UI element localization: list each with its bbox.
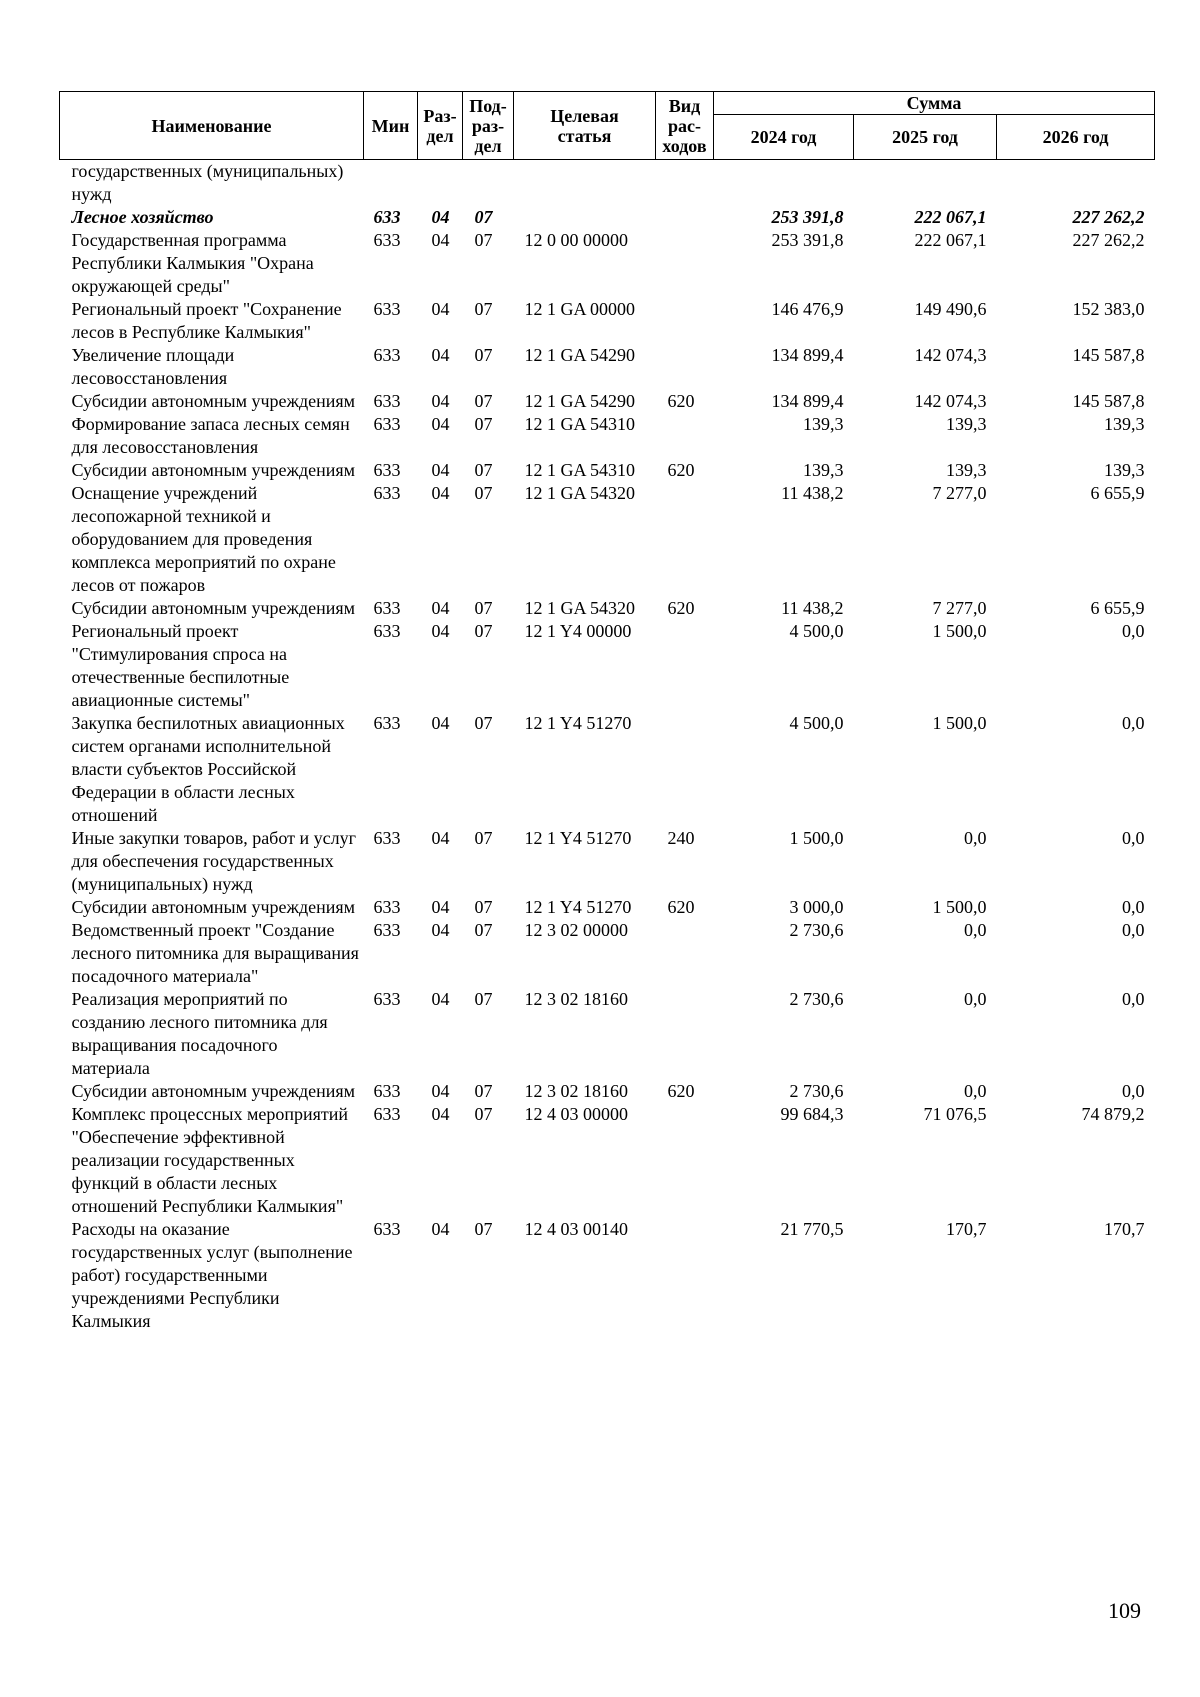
cell-min: 633 xyxy=(373,713,401,733)
cell-podr: 07 xyxy=(474,598,493,618)
cell-razd: 04 xyxy=(431,1219,450,1239)
cell-v2026: 6 655,9 xyxy=(1090,483,1145,503)
cell-podr: 07 xyxy=(474,1104,493,1124)
cell-v2025: 222 067,1 xyxy=(914,230,987,250)
cell-v2025: 1 500,0 xyxy=(932,621,987,641)
cell-name: Расходы на оказание государственных услуг (выполнение работ) государственными учреждениями Республики Калмыкия xyxy=(71,1219,353,1331)
cell-min: 633 xyxy=(373,828,401,848)
cell-vid: 620 xyxy=(667,1081,695,1101)
cell-v2025 xyxy=(854,160,997,207)
cell-name: Государственная программа Республики Калмыкия "Охрана окружающей среды" xyxy=(71,230,314,296)
col-header-2024: 2024 год xyxy=(714,115,854,160)
cell-name: Формирование запаса лесных семян для лесовосстановления xyxy=(71,414,350,457)
cell-vid xyxy=(656,229,714,298)
col-header-celevaya xyxy=(514,92,656,160)
cell-vid xyxy=(656,988,714,1080)
cell-name: Увеличение площади лесовосстановления xyxy=(71,345,235,388)
cell-vid xyxy=(656,482,714,597)
cell-vid xyxy=(656,1218,714,1333)
cell-v2026: 0,0 xyxy=(1122,621,1145,641)
cell-v2024: 146 476,9 xyxy=(771,299,844,319)
cell-cs: 12 1 GA 54320 xyxy=(524,598,636,618)
cell-podr: 07 xyxy=(474,920,493,940)
cell-vid: 620 xyxy=(667,391,695,411)
cell-cs xyxy=(514,160,656,207)
col-header-razdel xyxy=(418,92,463,160)
cell-v2026: 0,0 xyxy=(1122,1081,1145,1101)
cell-podr: 07 xyxy=(474,483,493,503)
cell-v2024: 253 391,8 xyxy=(771,207,844,227)
cell-min: 633 xyxy=(373,345,401,365)
cell-cs: 12 4 03 00000 xyxy=(524,1104,628,1124)
cell-cs: 12 3 02 00000 xyxy=(524,920,628,940)
cell-razd: 04 xyxy=(431,1081,450,1101)
cell-cs: 12 1 GA 54310 xyxy=(524,460,636,480)
cell-podr: 07 xyxy=(474,897,493,917)
table-row xyxy=(60,1080,1155,1103)
col-header-summa: Сумма xyxy=(714,92,1155,115)
cell-vid xyxy=(656,620,714,712)
cell-v2025: 142 074,3 xyxy=(914,391,987,411)
cell-v2026: 74 879,2 xyxy=(1081,1104,1145,1124)
cell-razd: 04 xyxy=(431,460,450,480)
cell-v2025: 0,0 xyxy=(964,1081,987,1101)
cell-v2024: 139,3 xyxy=(803,460,844,480)
cell-cs xyxy=(514,206,656,229)
cell-min: 633 xyxy=(373,207,401,227)
cell-vid xyxy=(656,712,714,827)
budget-table-sheet xyxy=(59,91,1154,1333)
cell-v2025: 149 490,6 xyxy=(914,299,987,319)
cell-v2026: 227 262,2 xyxy=(1072,207,1145,227)
cell-cs: 12 1 Y4 51270 xyxy=(524,897,632,917)
col-header-2026: 2026 год xyxy=(997,115,1155,160)
cell-v2024: 2 730,6 xyxy=(789,989,844,1009)
cell-name: Лесное хозяйство xyxy=(71,207,214,227)
cell-v2026: 145 587,8 xyxy=(1072,345,1145,365)
cell-cs: 12 3 02 18160 xyxy=(524,989,628,1009)
cell-razd: 04 xyxy=(431,230,450,250)
cell-vid: 620 xyxy=(667,897,695,917)
cell-v2026: 0,0 xyxy=(1122,920,1145,940)
table-row xyxy=(60,229,1155,298)
cell-razd: 04 xyxy=(431,483,450,503)
cell-v2025: 139,3 xyxy=(946,460,987,480)
cell-vid xyxy=(656,344,714,390)
cell-podr: 07 xyxy=(474,828,493,848)
cell-name: Субсидии автономным учреждениям xyxy=(71,897,356,917)
cell-name: Комплекс процессных мероприятий "Обеспечение эффективной реализации государственных функций в области лесных отношений Республики Калмыкия" xyxy=(71,1104,349,1216)
cell-v2024: 134 899,4 xyxy=(771,391,844,411)
col-header-vid xyxy=(656,92,714,160)
cell-podr: 07 xyxy=(474,414,493,434)
cell-v2026: 0,0 xyxy=(1122,828,1145,848)
cell-podr: 07 xyxy=(474,713,493,733)
cell-v2024: 1 500,0 xyxy=(789,828,844,848)
cell-podr: 07 xyxy=(474,621,493,641)
cell-cs: 12 1 Y4 00000 xyxy=(524,621,632,641)
cell-v2025: 0,0 xyxy=(964,920,987,940)
cell-razd: 04 xyxy=(431,989,450,1009)
cell-cs: 12 1 GA 00000 xyxy=(524,299,636,319)
cell-v2026: 152 383,0 xyxy=(1072,299,1145,319)
cell-v2025: 222 067,1 xyxy=(914,207,987,227)
cell-v2025: 1 500,0 xyxy=(932,897,987,917)
cell-v2024: 21 770,5 xyxy=(780,1219,844,1239)
cell-min: 633 xyxy=(373,1104,401,1124)
cell-name: государственных (муниципальных) нужд xyxy=(71,161,344,204)
table-row xyxy=(60,390,1155,413)
cell-v2025: 7 277,0 xyxy=(932,598,987,618)
cell-v2025: 7 277,0 xyxy=(932,483,987,503)
cell-min: 633 xyxy=(373,1081,401,1101)
table-row xyxy=(60,919,1155,988)
table-row xyxy=(60,827,1155,896)
cell-razd: 04 xyxy=(431,828,450,848)
cell-razd: 04 xyxy=(431,920,450,940)
cell-podr: 07 xyxy=(474,299,493,319)
cell-cs: 12 0 00 00000 xyxy=(524,230,628,250)
table-row xyxy=(60,896,1155,919)
cell-min: 633 xyxy=(373,1219,401,1239)
cell-min: 633 xyxy=(373,230,401,250)
cell-cs: 12 4 03 00140 xyxy=(524,1219,628,1239)
cell-v2025: 71 076,5 xyxy=(923,1104,987,1124)
cell-min: 633 xyxy=(373,460,401,480)
cell-podr: 07 xyxy=(474,345,493,365)
cell-v2026: 0,0 xyxy=(1122,989,1145,1009)
cell-vid xyxy=(656,160,714,207)
cell-min: 633 xyxy=(373,391,401,411)
table-row xyxy=(60,712,1155,827)
cell-min: 633 xyxy=(373,598,401,618)
cell-v2025: 142 074,3 xyxy=(914,345,987,365)
cell-vid xyxy=(656,206,714,229)
budget-table xyxy=(59,91,1155,1333)
cell-razd: 04 xyxy=(431,299,450,319)
cell-vid xyxy=(656,298,714,344)
cell-min: 633 xyxy=(373,897,401,917)
cell-v2024 xyxy=(714,160,854,207)
cell-vid xyxy=(656,413,714,459)
cell-razd: 04 xyxy=(431,207,450,227)
cell-min: 633 xyxy=(373,621,401,641)
cell-podr: 07 xyxy=(474,989,493,1009)
cell-cs: 12 1 GA 54290 xyxy=(524,391,636,411)
cell-podr: 07 xyxy=(474,207,493,227)
cell-razd: 04 xyxy=(431,391,450,411)
cell-cs: 12 1 GA 54310 xyxy=(524,414,636,434)
col-header-celevaya-text: Целевая статья xyxy=(550,105,619,146)
cell-razd: 04 xyxy=(431,621,450,641)
cell-name: Оснащение учреждений лесопожарной техникой и оборудованием для проведения комплекса мероприятий по охране лесов от пожаров xyxy=(71,483,336,595)
cell-v2025: 0,0 xyxy=(964,989,987,1009)
cell-razd: 04 xyxy=(431,414,450,434)
table-row xyxy=(60,620,1155,712)
cell-v2025: 139,3 xyxy=(946,414,987,434)
cell-v2026: 139,3 xyxy=(1104,460,1145,480)
cell-v2026: 170,7 xyxy=(1104,1219,1145,1239)
cell-cs: 12 1 Y4 51270 xyxy=(524,713,632,733)
cell-v2024: 139,3 xyxy=(803,414,844,434)
col-header-name: Наименование xyxy=(60,92,364,160)
page-number: 109 xyxy=(1108,1598,1141,1623)
cell-name: Субсидии автономным учреждениям xyxy=(71,1081,356,1101)
cell-v2025: 170,7 xyxy=(946,1219,987,1239)
cell-name: Закупка беспилотных авиационных систем органами исполнительной власти субъектов Российской Федерации в области лесных отношений xyxy=(71,713,345,825)
col-header-razdel-text: Раз- дел xyxy=(423,105,457,146)
cell-v2024: 11 438,2 xyxy=(781,483,844,503)
cell-vid xyxy=(656,919,714,988)
cell-cs: 12 3 02 18160 xyxy=(524,1081,628,1101)
cell-v2024: 253 391,8 xyxy=(771,230,844,250)
col-header-podrazdel xyxy=(463,92,514,160)
cell-v2026: 145 587,8 xyxy=(1072,391,1145,411)
cell-v2026: 227 262,2 xyxy=(1072,230,1145,250)
table-header xyxy=(60,92,1155,160)
cell-v2024: 2 730,6 xyxy=(789,920,844,940)
cell-podr: 07 xyxy=(474,230,493,250)
cell-razd: 04 xyxy=(431,897,450,917)
cell-name: Субсидии автономным учреждениям xyxy=(71,460,356,480)
cell-v2024: 4 500,0 xyxy=(789,713,844,733)
cell-name: Региональный проект "Сохранение лесов в Республике Калмыкия" xyxy=(71,299,342,342)
cell-name: Реализация мероприятий по созданию лесного питомника для выращивания посадочного материала xyxy=(71,989,328,1078)
table-row xyxy=(60,1218,1155,1333)
col-header-2025: 2025 год xyxy=(854,115,997,160)
cell-min: 633 xyxy=(373,920,401,940)
cell-razd xyxy=(418,160,463,207)
cell-vid xyxy=(656,1103,714,1218)
cell-vid: 620 xyxy=(667,460,695,480)
cell-v2025: 1 500,0 xyxy=(932,713,987,733)
cell-podr: 07 xyxy=(474,1081,493,1101)
cell-podr xyxy=(463,160,514,207)
cell-razd: 04 xyxy=(431,345,450,365)
cell-min xyxy=(364,160,418,207)
cell-min: 633 xyxy=(373,989,401,1009)
table-row xyxy=(60,206,1155,229)
table-row xyxy=(60,1103,1155,1218)
cell-v2025: 0,0 xyxy=(964,828,987,848)
cell-name: Ведомственный проект "Создание лесного питомника для выращивания посадочного материала" xyxy=(71,920,359,986)
cell-min: 633 xyxy=(373,414,401,434)
cell-razd: 04 xyxy=(431,598,450,618)
cell-v2026: 6 655,9 xyxy=(1090,598,1145,618)
table-row xyxy=(60,482,1155,597)
cell-cs: 12 1 Y4 51270 xyxy=(524,828,632,848)
cell-min: 633 xyxy=(373,299,401,319)
cell-v2024: 11 438,2 xyxy=(781,598,844,618)
cell-v2024: 99 684,3 xyxy=(780,1104,844,1124)
cell-vid: 620 xyxy=(667,598,695,618)
cell-v2026 xyxy=(997,160,1155,207)
table-body xyxy=(60,160,1155,1334)
table-row xyxy=(60,988,1155,1080)
cell-name: Иные закупки товаров, работ и услуг для обеспечения государственных (муниципальных) нужд xyxy=(71,828,356,894)
table-row xyxy=(60,344,1155,390)
table-row xyxy=(60,459,1155,482)
cell-razd: 04 xyxy=(431,1104,450,1124)
cell-v2024: 3 000,0 xyxy=(789,897,844,917)
cell-podr: 07 xyxy=(474,391,493,411)
cell-v2024: 2 730,6 xyxy=(789,1081,844,1101)
cell-v2026: 139,3 xyxy=(1104,414,1145,434)
cell-podr: 07 xyxy=(474,460,493,480)
table-row xyxy=(60,298,1155,344)
cell-v2026: 0,0 xyxy=(1122,713,1145,733)
cell-v2024: 134 899,4 xyxy=(771,345,844,365)
table-row xyxy=(60,597,1155,620)
cell-name: Региональный проект "Стимулирования спроса на отечественные беспилотные авиационные системы" xyxy=(71,621,290,710)
table-row xyxy=(60,160,1155,207)
cell-cs: 12 1 GA 54290 xyxy=(524,345,636,365)
cell-name: Субсидии автономным учреждениям xyxy=(71,391,356,411)
cell-cs: 12 1 GA 54320 xyxy=(524,483,636,503)
cell-v2024: 4 500,0 xyxy=(789,621,844,641)
cell-name: Субсидии автономным учреждениям xyxy=(71,598,356,618)
cell-min: 633 xyxy=(373,483,401,503)
col-header-podrazdel-text: Под- раз- дел xyxy=(469,95,507,156)
cell-vid: 240 xyxy=(667,828,695,848)
table-row xyxy=(60,413,1155,459)
col-header-min: Мин xyxy=(364,92,418,160)
cell-v2026: 0,0 xyxy=(1122,897,1145,917)
col-header-vid-text: Вид рас- ходов xyxy=(662,95,707,156)
cell-podr: 07 xyxy=(474,1219,493,1239)
cell-razd: 04 xyxy=(431,713,450,733)
